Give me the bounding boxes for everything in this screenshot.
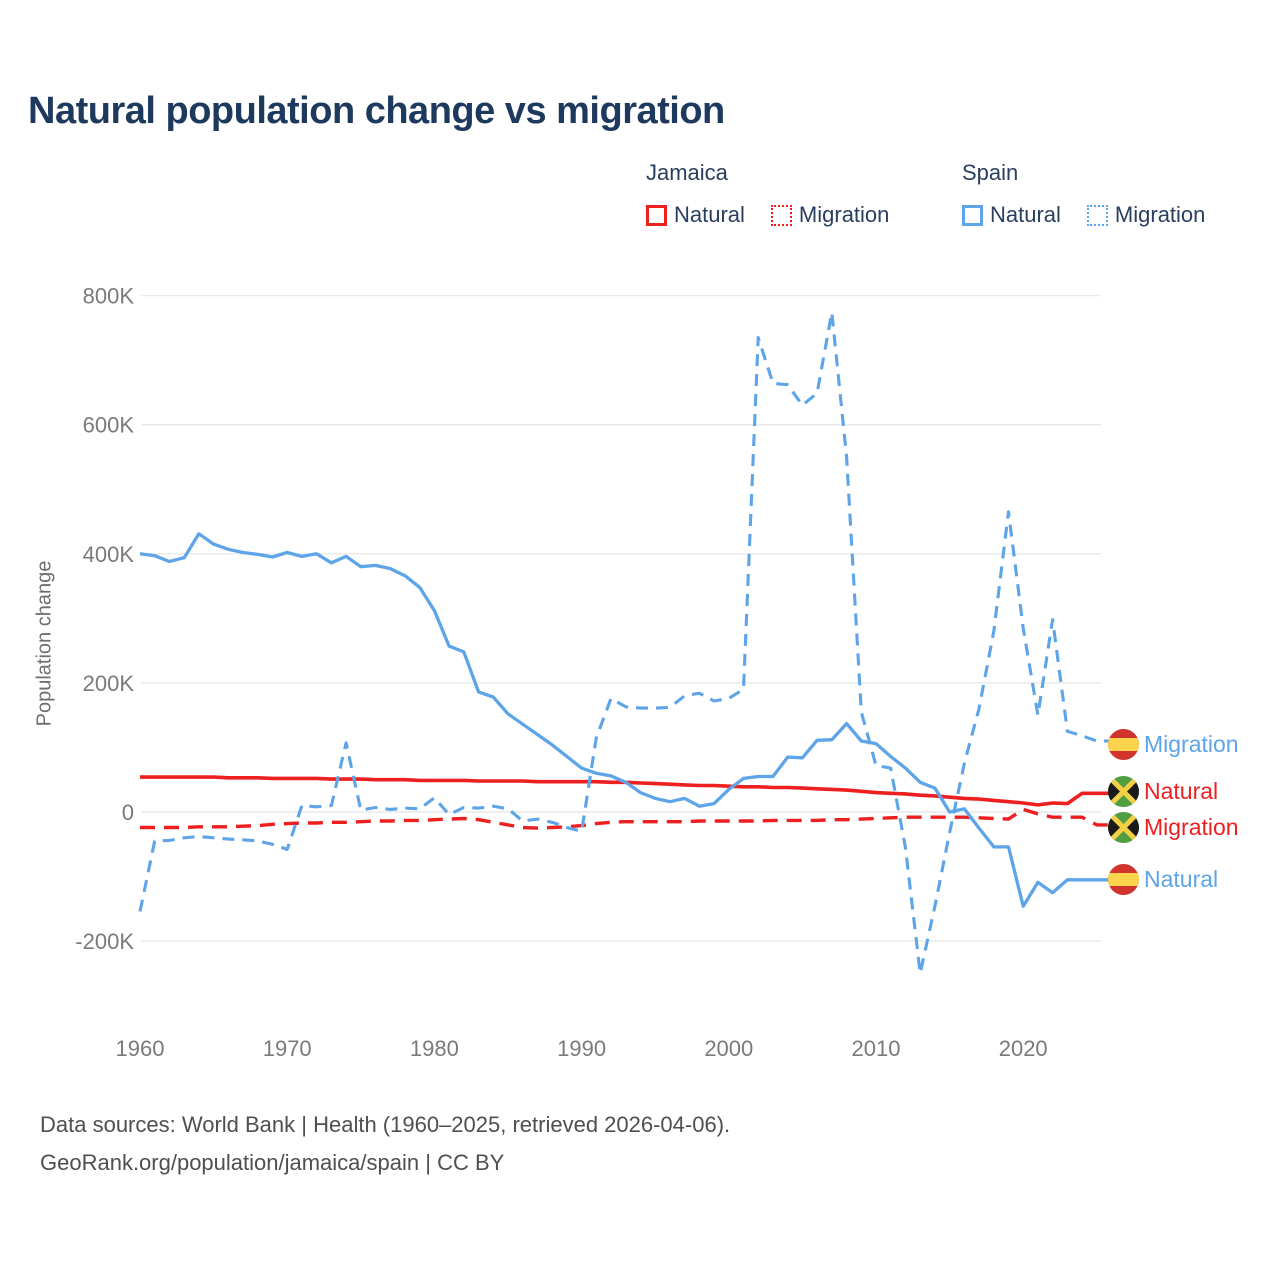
legend-label-jamaica-migration[interactable]: Migration [798,202,890,227]
y-tick-label: -200K [75,929,134,955]
series-tag-spain-migration [1108,729,1239,760]
source-note [40,1106,730,1182]
spain-flag-icon [1108,729,1139,760]
legend-label-spain-natural[interactable]: Natural [990,202,1061,227]
series-tag-jamaica-natural [1108,776,1218,807]
page-title: Natural population change vs migration [28,90,725,132]
legend-label-spain-migration[interactable]: Migration [1114,202,1206,227]
source-line-1: Data sources: World Bank | Health (1960–2025, retrieved 2026-04-06). [40,1112,731,1137]
series-tag-label: Migration [1144,814,1239,840]
spain-flag-icon [1108,864,1139,895]
x-tick-label: 2010 [851,1036,901,1061]
y-tick-label: 0 [121,800,134,825]
x-tick-label: 1980 [409,1036,459,1061]
y-tick-label: 400K [82,541,134,567]
series-tag-label: Migration [1144,731,1239,757]
x-tick-label: 2000 [704,1036,754,1061]
y-axis-title: Population change [33,560,56,727]
jamaica-flag-icon [1108,776,1139,807]
series-tag-spain-natural [1108,864,1218,895]
y-tick-label: 200K [82,670,134,696]
series-line-spain-migration [140,312,1110,973]
x-tick-label: 1970 [262,1036,312,1061]
series-tag-label: Natural [1144,866,1219,892]
series-tag-jamaica-migration [1108,812,1239,843]
series-tag-label: Natural [1144,778,1219,804]
source-line-2: GeoRank.org/population/jamaica/spain | CC BY [40,1150,505,1175]
legend-group-name-spain: Spain [962,160,1019,185]
y-tick-label: 600K [82,412,134,438]
x-tick-label: 1960 [115,1036,165,1061]
legend-label-jamaica-natural[interactable]: Natural [674,202,745,227]
legend-group-name-jamaica: Jamaica [646,160,728,185]
y-tick-label: 800K [82,283,134,309]
x-tick-label: 2020 [998,1036,1048,1061]
x-tick-label: 1990 [557,1036,607,1061]
jamaica-flag-icon [1108,812,1139,843]
